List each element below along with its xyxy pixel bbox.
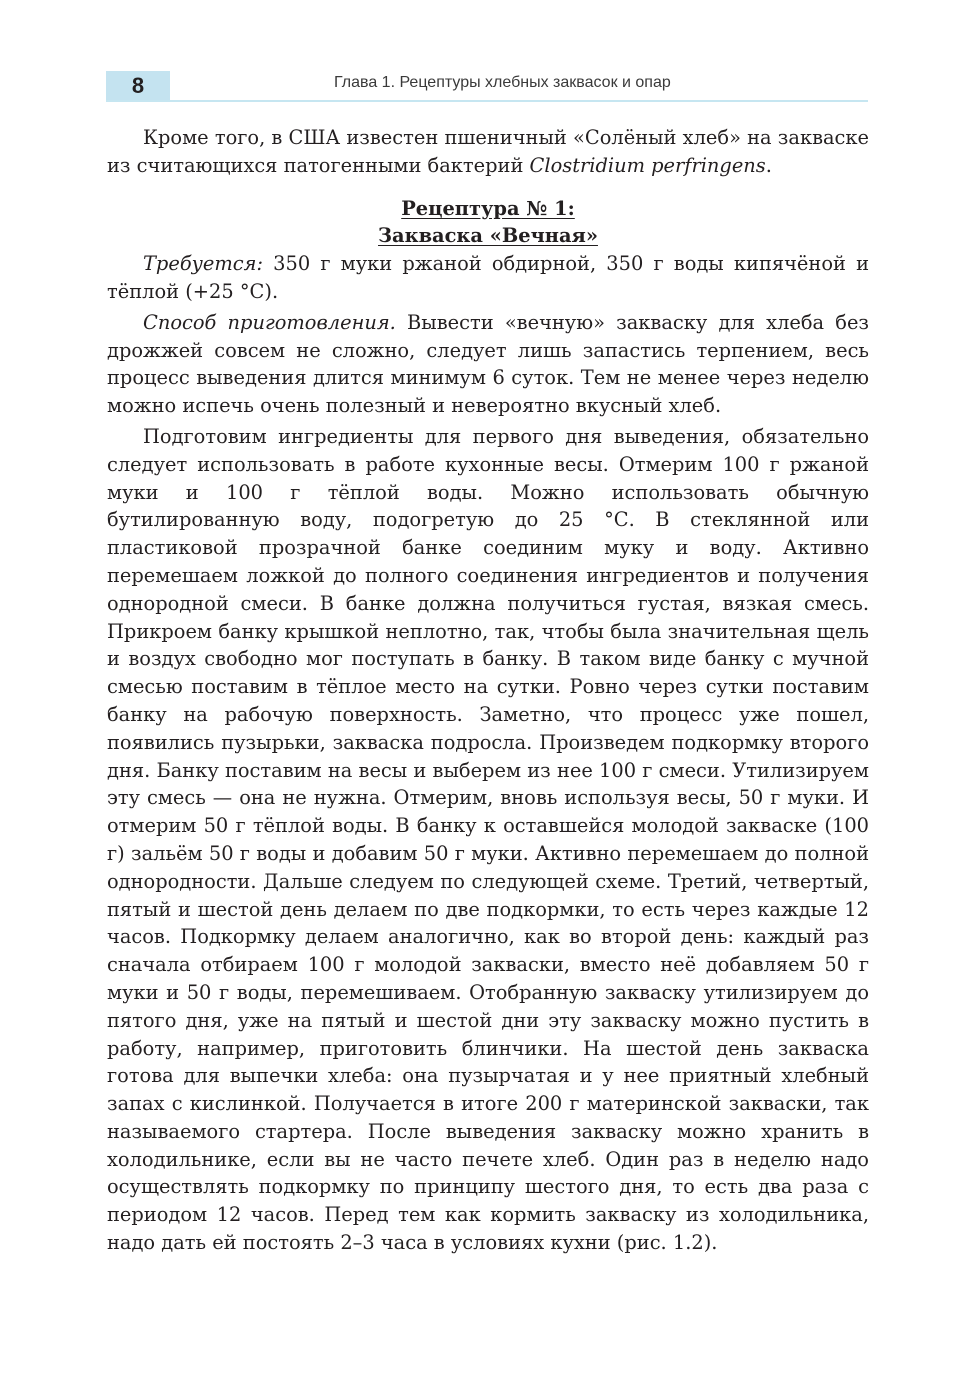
requires-label: Требуется:	[143, 252, 263, 276]
recipe-title-line2: Закваска «Вечная»	[378, 224, 598, 248]
requires-text: 350 г муки ржаной обдирной, 350 г воды кипячёной и тёплой (+25 °С).	[107, 252, 869, 303]
recipe-title-line1: Рецептура № 1:	[401, 196, 575, 220]
intro-end: .	[765, 153, 772, 177]
requirements-paragraph	[107, 250, 869, 306]
method-label: Способ приготовления.	[143, 310, 396, 334]
running-header	[106, 71, 868, 102]
method-paragraph	[107, 309, 869, 420]
body-text	[107, 124, 869, 1257]
page-number: 8	[106, 71, 170, 100]
method-text: Вывести «вечную» закваску для хлеба без дрожжей совсем не сложно, следует лишь запастись терпением, весь процесс выведения длится минимум 6 суток. Тем не менее через неделю можно испечь очень полезный и невероятно вкусный хлеб.	[107, 310, 870, 418]
chapter-title: Глава 1. Рецептуры хлебных заквасок и опар	[334, 74, 671, 91]
intro-paragraph	[107, 124, 869, 180]
bacteria-name: Clostridium perfringens	[529, 153, 766, 177]
intro-text: Кроме того, в США известен пшеничный «Солёный хлеб» на закваске из считающихся патогенными бактерий	[107, 126, 869, 177]
procedure-paragraph: Подготовим ингредиенты для первого дня выведения, обязательно следует использовать в работе кухонные весы. Отмерим 100 г ржаной муки и 100 г тёплой воды. Можно использовать обычную бутилированную воду, подогретую до 25 °С. В стеклянной или пластиковой прозрачной банке соединим муку и воду. Активно перемешаем ложкой до полного соединения ингредиентов и получения однородной смеси. В банке должна получиться густая, вязкая смесь. Прикроем банку крышкой неплотно, так, чтобы была значительная щель и воздух свободно мог поступать в банку. В таком виде банку с мучной смесью поставим в тёплое место на сутки. Ровно через сутки поставим банку на рабочую поверхность. Заметно, что процесс уже пошел, появились пузырьки, закваска подросла. Произведем подкормку второго дня. Банку поставим на весы и выберем из нее 100 г смеси. Утилизируем эту смесь — она не нужна. Отмерим, вновь используя весы, 50 г муки. И отмерим 50 г тёплой воды. В банку к оставшейся молодой закваске (100 г) зальём 50 г воды и добавим 50 г муки. Активно перемешаем до полной однородности. Дальше следуем по следующей схеме. Третий, четвертый, пятый и шестой день делаем по две подкормки, то есть через каждые 12 часов. Подкормку делаем аналогично, как во второй день: каждый раз сначала отбираем 100 г молодой закваски, вместо неё добавляем 50 г муки и 50 г воды, перемешиваем. Отобранную закваску утилизируем до пятого дня, уже на пятый и шестой дни эту закваску можно пустить в работу, например, приготовить блинчики. На шестой день закваска готова для выпечки хлеба: она пузырчатая и у нее приятный хлебный запах с кислинкой. Получается в итоге 200 г материнской закваски, так называемого стартера. После выведения закваску можно хранить в холодильнике, если вы не часто печете хлеб. Один раз в неделю надо осуществлять подкормку по принципу шестого дня, то есть два раза с периодом 12 часов. Перед тем как кормить закваску из холодильника, надо дать ей постоять 2–3 часа в условиях кухни (рис. 1.2).	[107, 424, 869, 1255]
